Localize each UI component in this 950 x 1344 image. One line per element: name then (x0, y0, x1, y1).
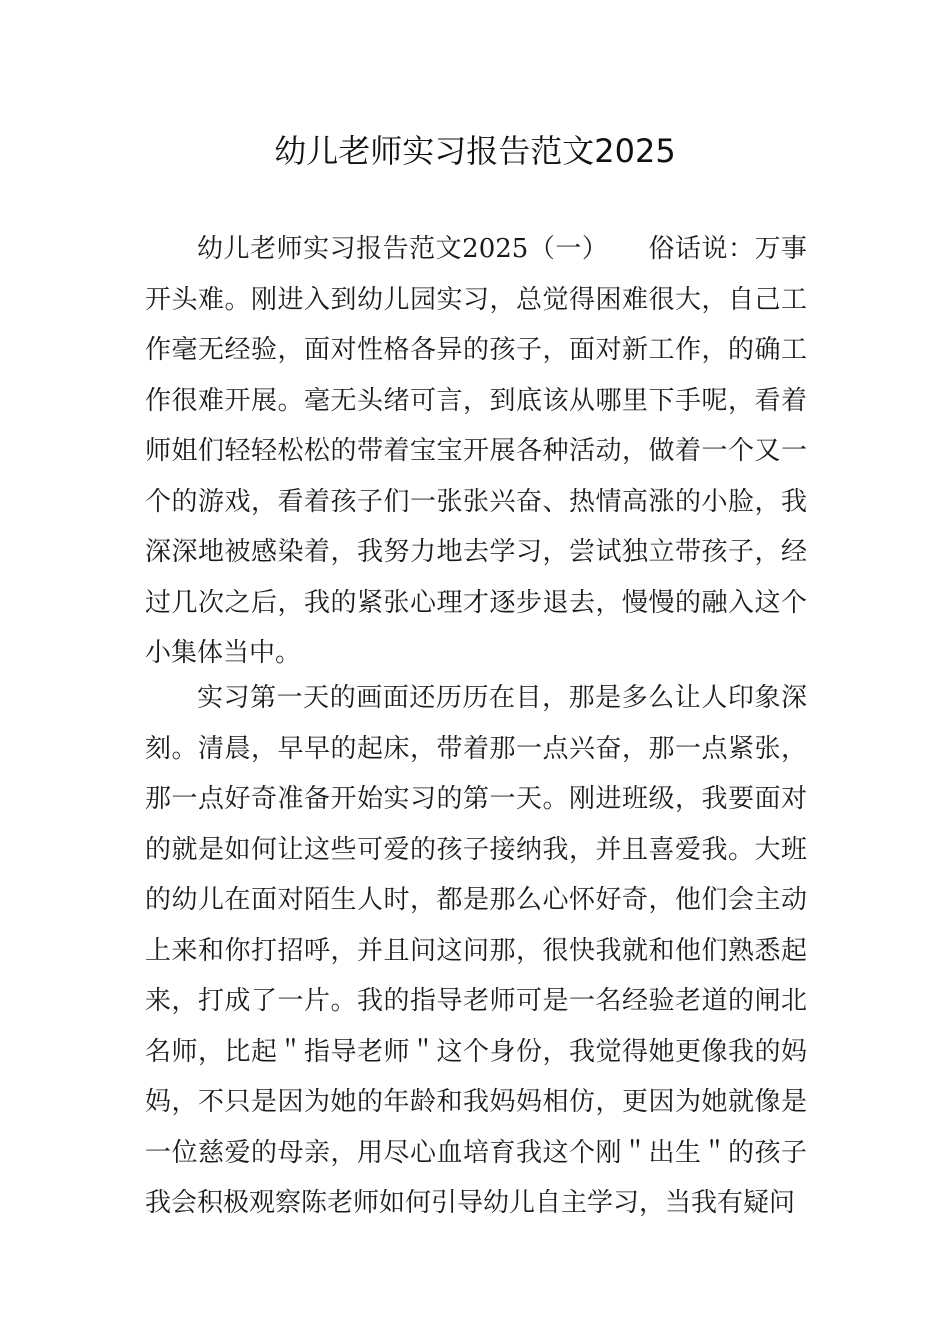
document-title: 幼儿老师实习报告范文2025 (274, 132, 676, 170)
paragraph-1: 幼儿老师实习报告范文2025（一） 俗话说：万事开头难。刚进入到幼儿园实习，总觉得困难很大，自己工作毫无经验，面对性格各异的孩子，面对新工作，的确工作很难开展。毫无头绪可言，到底该从哪里下手呢，看着师姐们轻轻松松的带着宝宝开展各种活动，做着一个又一个的游戏，看着孩子们一张张兴奋、热情高涨的小脸，我深深地被感染着，我努力地去学习，尝试独立带孩子，经过几次之后，我的紧张心理才逐步退去，慢慢的融入这个小集体当中。 (145, 234, 807, 668)
paragraph-2: 实习第一天的画面还历历在目，那是多么让人印象深刻。清晨，早早的起床，带着那一点兴奋，那一点紧张，那一点好奇准备开始实习的第一天。刚进班级，我要面对的就是如何让这些可爱的孩子接纳我，并且喜爱我。大班的幼儿在面对陌生人时，都是那么心怀好奇，他们会主动上来和你打招呼，并且问这问那，很快我就和他们熟悉起来，打成了一片。我的指导老师可是一名经验老道的闸北名师，比起＂指导老师＂这个身份，我觉得她更像我的妈妈，不只是因为她的年龄和我妈妈相仿，更因为她就像是一位慈爱的母亲，用尽心血培育我这个刚＂出生＂的孩子我会积极观察陈老师如何引导幼儿自主学习，当我有疑问 (145, 683, 807, 1218)
